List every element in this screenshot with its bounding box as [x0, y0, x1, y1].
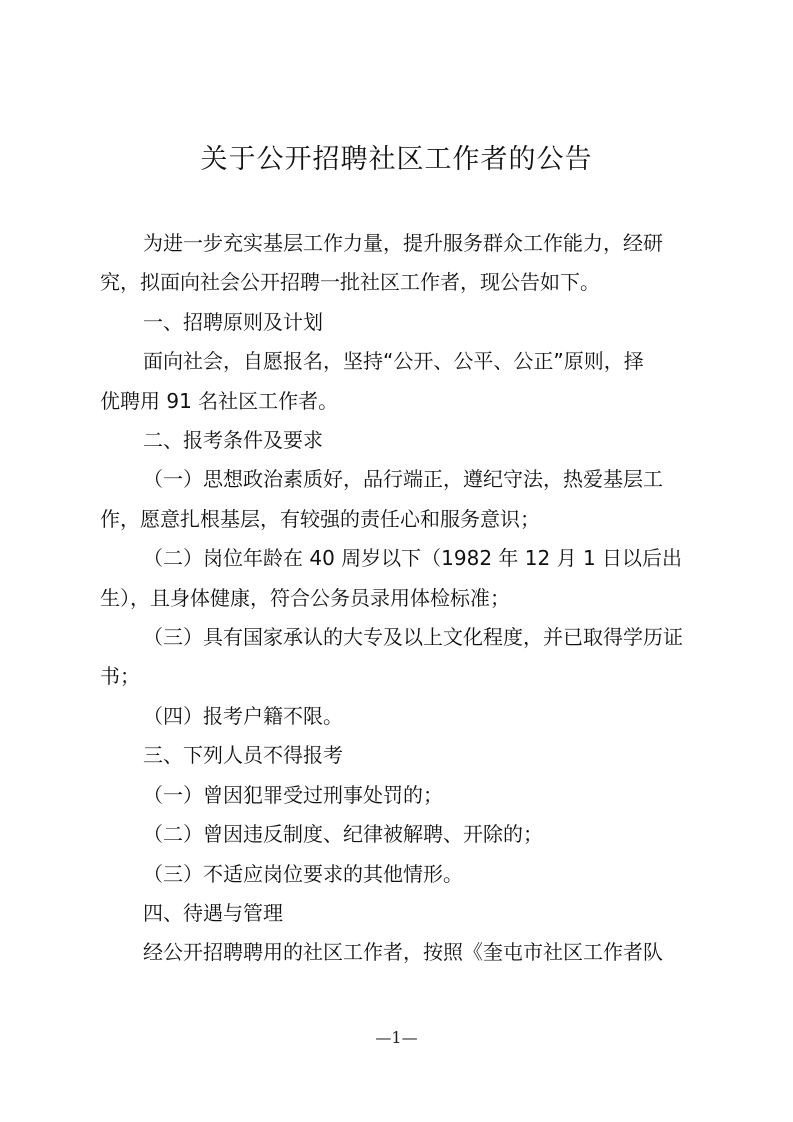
text-line: 经公开招聘聘用的社区工作者，按照《奎屯市社区工作者队: [143, 940, 663, 965]
paragraph: [100, 736, 694, 775]
paragraph: [100, 855, 694, 894]
page-title: 关于公开招聘社区工作者的公告: [200, 144, 593, 175]
text-line: 为进一步充实基层工作力量，提升服务群众工作能力，经研: [143, 231, 663, 255]
paragraph: [100, 303, 694, 342]
text-line: 优聘用 91 名社区工作者。: [100, 388, 339, 413]
text-line: 生），且身体健康，符合公务员录用体检标准；: [100, 585, 510, 610]
paragraph: [100, 618, 694, 697]
page-number: —1—: [375, 1028, 418, 1047]
paragraph: [100, 697, 694, 736]
text-line: 四、待遇与管理: [143, 900, 283, 925]
paragraph: [100, 776, 694, 815]
text-line: 一、招聘原则及计划: [143, 309, 323, 334]
text-line: （四）报考户籍不限。: [143, 703, 343, 728]
paragraph: [100, 815, 694, 854]
text-line: （三）不适应岗位要求的其他情形。: [143, 861, 463, 886]
text-line: （一）思想政治素质好，品行端正，遵纪守法，热爱基层工: [143, 467, 663, 492]
paragraph: [100, 224, 694, 303]
text-line: 三、下列人员不得报考: [143, 743, 343, 768]
text-line: 书；: [100, 664, 140, 689]
paragraph: [100, 894, 694, 933]
text-line: 作，愿意扎根基层，有较强的责任心和服务意识；: [100, 506, 540, 531]
body-text: [100, 224, 694, 973]
text-line: 面向社会，自愿报名，坚持“公开、公平、公正”原则，择: [143, 349, 644, 374]
text-line: （二）曾因违反制度、纪律被解聘、开除的；: [143, 822, 543, 847]
text-line: （一）曾因犯罪受过刑事处罚的；: [143, 782, 443, 807]
paragraph: [100, 421, 694, 460]
text-line: 究，拟面向社会公开招聘一批社区工作者，现公告如下。: [100, 270, 600, 295]
paragraph: [100, 539, 694, 618]
text-line: （三）具有国家承认的大专及以上文化程度，并已取得学历证: [143, 625, 683, 650]
paragraph: [100, 933, 694, 972]
text-line: （二）岗位年龄在 40 周岁以下（1982 年 12 月 1 日以后出: [143, 546, 683, 571]
paragraph: [100, 342, 694, 421]
text-line: 二、报考条件及要求: [143, 428, 323, 453]
paragraph: [100, 460, 694, 539]
